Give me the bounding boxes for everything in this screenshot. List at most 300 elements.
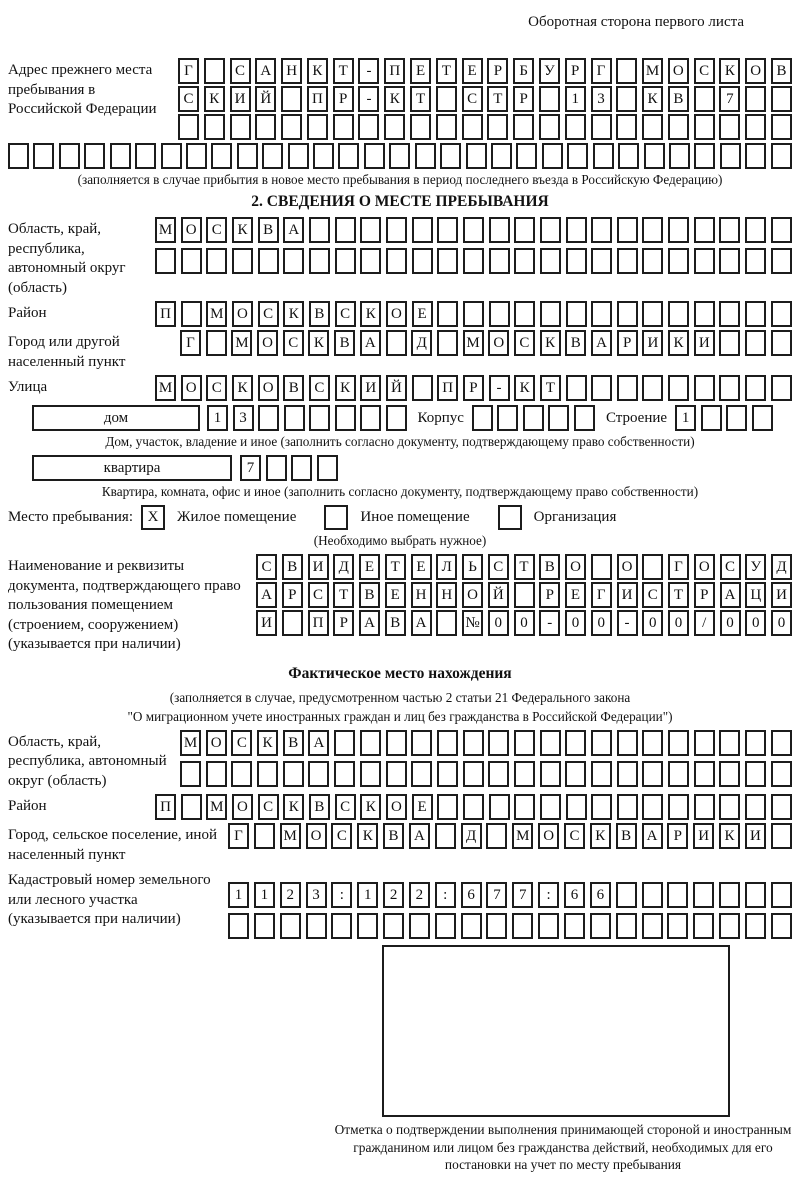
char-cell[interactable]: В: [668, 86, 689, 112]
char-cell[interactable]: [668, 794, 689, 820]
char-cell[interactable]: [281, 114, 302, 140]
char-cell[interactable]: [745, 761, 766, 787]
char-cell[interactable]: К: [360, 794, 381, 820]
char-cell[interactable]: А: [591, 330, 612, 356]
char-cell[interactable]: [257, 761, 278, 787]
char-cell[interactable]: Г: [228, 823, 249, 849]
char-cell[interactable]: [338, 143, 359, 169]
char-cell[interactable]: [538, 913, 559, 939]
char-cell[interactable]: [616, 86, 637, 112]
char-cell[interactable]: [745, 217, 766, 243]
char-cell[interactable]: [540, 794, 561, 820]
char-cell[interactable]: [266, 455, 287, 481]
char-cell[interactable]: П: [384, 58, 405, 84]
char-cell[interactable]: [617, 248, 638, 274]
char-cell[interactable]: [386, 217, 407, 243]
char-cell[interactable]: 3: [233, 405, 254, 431]
char-cell[interactable]: 1: [565, 86, 586, 112]
char-cell[interactable]: [745, 330, 766, 356]
char-cell[interactable]: Т: [333, 582, 354, 608]
char-cell[interactable]: [701, 405, 722, 431]
char-cell[interactable]: [334, 761, 355, 787]
char-cell[interactable]: [771, 761, 792, 787]
char-cell[interactable]: [719, 882, 740, 908]
char-cell[interactable]: [719, 217, 740, 243]
char-cell[interactable]: У: [745, 554, 766, 580]
char-cell[interactable]: А: [308, 730, 329, 756]
char-cell[interactable]: [237, 143, 258, 169]
char-cell[interactable]: [513, 114, 534, 140]
char-cell[interactable]: [616, 882, 637, 908]
char-cell[interactable]: [642, 375, 663, 401]
char-cell[interactable]: М: [180, 730, 201, 756]
char-cell[interactable]: Н: [436, 582, 457, 608]
char-cell[interactable]: М: [206, 301, 227, 327]
char-cell[interactable]: [719, 730, 740, 756]
char-cell[interactable]: [574, 405, 595, 431]
char-cell[interactable]: С: [258, 301, 279, 327]
char-cell[interactable]: [335, 248, 356, 274]
char-cell[interactable]: С: [178, 86, 199, 112]
char-cell[interactable]: С: [564, 823, 585, 849]
char-cell[interactable]: [566, 301, 587, 327]
char-cell[interactable]: Т: [487, 86, 508, 112]
char-cell[interactable]: [719, 913, 740, 939]
char-cell[interactable]: [487, 114, 508, 140]
char-cell[interactable]: -: [358, 58, 379, 84]
char-cell[interactable]: [178, 114, 199, 140]
char-cell[interactable]: [642, 554, 663, 580]
char-cell[interactable]: [288, 143, 309, 169]
char-cell[interactable]: [565, 730, 586, 756]
char-cell[interactable]: [694, 761, 715, 787]
char-cell[interactable]: 2: [409, 882, 430, 908]
char-cell[interactable]: [719, 761, 740, 787]
char-cell[interactable]: [771, 882, 792, 908]
char-cell[interactable]: [539, 114, 560, 140]
char-cell[interactable]: [514, 794, 535, 820]
char-cell[interactable]: [489, 301, 510, 327]
char-cell[interactable]: [642, 913, 663, 939]
char-cell[interactable]: [283, 761, 304, 787]
char-cell[interactable]: С: [231, 730, 252, 756]
char-cell[interactable]: [591, 301, 612, 327]
char-cell[interactable]: [667, 882, 688, 908]
stay-type-checkbox-other[interactable]: [324, 505, 348, 530]
char-cell[interactable]: И: [230, 86, 251, 112]
char-cell[interactable]: [204, 58, 225, 84]
char-cell[interactable]: [694, 86, 715, 112]
char-cell[interactable]: О: [257, 330, 278, 356]
char-cell[interactable]: [771, 823, 792, 849]
char-cell[interactable]: В: [334, 330, 355, 356]
char-cell[interactable]: :: [435, 882, 456, 908]
char-cell[interactable]: Е: [410, 58, 431, 84]
char-cell[interactable]: П: [307, 86, 328, 112]
char-cell[interactable]: [616, 58, 637, 84]
char-cell[interactable]: [617, 794, 638, 820]
char-cell[interactable]: [435, 823, 456, 849]
char-cell[interactable]: [644, 143, 665, 169]
char-cell[interactable]: О: [565, 554, 586, 580]
char-cell[interactable]: :: [331, 882, 352, 908]
char-cell[interactable]: [668, 730, 689, 756]
char-cell[interactable]: [437, 794, 458, 820]
char-cell[interactable]: [463, 730, 484, 756]
char-cell[interactable]: Г: [591, 58, 612, 84]
char-cell[interactable]: И: [745, 823, 766, 849]
char-cell[interactable]: [590, 913, 611, 939]
char-cell[interactable]: С: [335, 794, 356, 820]
char-cell[interactable]: [181, 794, 202, 820]
char-cell[interactable]: [280, 913, 301, 939]
char-cell[interactable]: [384, 114, 405, 140]
char-cell[interactable]: В: [565, 330, 586, 356]
char-cell[interactable]: Й: [255, 86, 276, 112]
char-cell[interactable]: 1: [675, 405, 696, 431]
char-cell[interactable]: [358, 114, 379, 140]
char-cell[interactable]: О: [462, 582, 483, 608]
char-cell[interactable]: [282, 610, 303, 636]
char-cell[interactable]: О: [488, 330, 509, 356]
char-cell[interactable]: О: [617, 554, 638, 580]
char-cell[interactable]: [752, 405, 773, 431]
char-cell[interactable]: [231, 761, 252, 787]
char-cell[interactable]: [565, 761, 586, 787]
char-cell[interactable]: [591, 217, 612, 243]
char-cell[interactable]: [486, 823, 507, 849]
char-cell[interactable]: [489, 217, 510, 243]
char-cell[interactable]: М: [512, 823, 533, 849]
char-cell[interactable]: 3: [306, 882, 327, 908]
char-cell[interactable]: [335, 405, 356, 431]
char-cell[interactable]: [281, 86, 302, 112]
char-cell[interactable]: [668, 761, 689, 787]
char-cell[interactable]: 0: [591, 610, 612, 636]
char-cell[interactable]: [437, 217, 458, 243]
char-cell[interactable]: А: [360, 330, 381, 356]
char-cell[interactable]: М: [155, 217, 176, 243]
char-cell[interactable]: -: [358, 86, 379, 112]
char-cell[interactable]: М: [231, 330, 252, 356]
char-cell[interactable]: [591, 794, 612, 820]
char-cell[interactable]: [566, 217, 587, 243]
char-cell[interactable]: [642, 761, 663, 787]
char-cell[interactable]: [719, 794, 740, 820]
char-cell[interactable]: [745, 913, 766, 939]
char-cell[interactable]: Д: [461, 823, 482, 849]
char-cell[interactable]: О: [306, 823, 327, 849]
char-cell[interactable]: 0: [745, 610, 766, 636]
char-cell[interactable]: [437, 761, 458, 787]
char-cell[interactable]: [254, 823, 275, 849]
char-cell[interactable]: [204, 114, 225, 140]
char-cell[interactable]: В: [359, 582, 380, 608]
char-cell[interactable]: К: [590, 823, 611, 849]
char-cell[interactable]: К: [514, 375, 535, 401]
char-cell[interactable]: Т: [436, 58, 457, 84]
char-cell[interactable]: [435, 913, 456, 939]
char-cell[interactable]: К: [232, 217, 253, 243]
char-cell[interactable]: [514, 582, 535, 608]
char-cell[interactable]: [694, 143, 715, 169]
char-cell[interactable]: [771, 375, 792, 401]
char-cell[interactable]: В: [283, 730, 304, 756]
char-cell[interactable]: [593, 143, 614, 169]
char-cell[interactable]: [542, 143, 563, 169]
char-cell[interactable]: [540, 761, 561, 787]
char-cell[interactable]: О: [668, 58, 689, 84]
char-cell[interactable]: Е: [359, 554, 380, 580]
char-cell[interactable]: Б: [513, 58, 534, 84]
char-cell[interactable]: [745, 143, 766, 169]
char-cell[interactable]: [591, 761, 612, 787]
char-cell[interactable]: [488, 730, 509, 756]
char-cell[interactable]: [228, 913, 249, 939]
char-cell[interactable]: [617, 761, 638, 787]
char-cell[interactable]: Р: [694, 582, 715, 608]
char-cell[interactable]: [135, 143, 156, 169]
char-cell[interactable]: О: [181, 217, 202, 243]
char-cell[interactable]: -: [539, 610, 560, 636]
char-cell[interactable]: Г: [591, 582, 612, 608]
char-cell[interactable]: С: [642, 582, 663, 608]
char-cell[interactable]: [565, 114, 586, 140]
char-cell[interactable]: [331, 913, 352, 939]
char-cell[interactable]: В: [309, 301, 330, 327]
char-cell[interactable]: [155, 248, 176, 274]
char-cell[interactable]: [693, 882, 714, 908]
char-cell[interactable]: В: [309, 794, 330, 820]
char-cell[interactable]: [360, 217, 381, 243]
char-cell[interactable]: М: [155, 375, 176, 401]
char-cell[interactable]: [567, 143, 588, 169]
char-cell[interactable]: [461, 913, 482, 939]
char-cell[interactable]: [642, 217, 663, 243]
char-cell[interactable]: В: [282, 554, 303, 580]
char-cell[interactable]: Л: [436, 554, 457, 580]
char-cell[interactable]: О: [232, 301, 253, 327]
char-cell[interactable]: 1: [228, 882, 249, 908]
char-cell[interactable]: Т: [385, 554, 406, 580]
char-cell[interactable]: И: [360, 375, 381, 401]
char-cell[interactable]: [497, 405, 518, 431]
char-cell[interactable]: [472, 405, 493, 431]
char-cell[interactable]: [617, 730, 638, 756]
char-cell[interactable]: [463, 794, 484, 820]
char-cell[interactable]: [591, 730, 612, 756]
char-cell[interactable]: [694, 794, 715, 820]
char-cell[interactable]: [540, 248, 561, 274]
char-cell[interactable]: Е: [412, 301, 433, 327]
char-cell[interactable]: №: [462, 610, 483, 636]
char-cell[interactable]: [668, 301, 689, 327]
house-type-box[interactable]: дом: [32, 405, 200, 431]
char-cell[interactable]: 1: [357, 882, 378, 908]
char-cell[interactable]: К: [719, 58, 740, 84]
char-cell[interactable]: 0: [514, 610, 535, 636]
char-cell[interactable]: К: [719, 823, 740, 849]
char-cell[interactable]: [386, 248, 407, 274]
char-cell[interactable]: [745, 114, 766, 140]
char-cell[interactable]: [59, 143, 80, 169]
char-cell[interactable]: Р: [487, 58, 508, 84]
char-cell[interactable]: [618, 143, 639, 169]
char-cell[interactable]: [360, 405, 381, 431]
char-cell[interactable]: [306, 913, 327, 939]
char-cell[interactable]: К: [308, 330, 329, 356]
char-cell[interactable]: [206, 761, 227, 787]
char-cell[interactable]: 7: [240, 455, 261, 481]
char-cell[interactable]: [230, 114, 251, 140]
char-cell[interactable]: [255, 114, 276, 140]
char-cell[interactable]: В: [283, 375, 304, 401]
char-cell[interactable]: [489, 248, 510, 274]
char-cell[interactable]: [693, 913, 714, 939]
char-cell[interactable]: [181, 301, 202, 327]
char-cell[interactable]: [84, 143, 105, 169]
char-cell[interactable]: [771, 301, 792, 327]
char-cell[interactable]: П: [155, 794, 176, 820]
char-cell[interactable]: Г: [668, 554, 689, 580]
char-cell[interactable]: С: [462, 86, 483, 112]
char-cell[interactable]: 0: [488, 610, 509, 636]
char-cell[interactable]: [745, 301, 766, 327]
char-cell[interactable]: [745, 730, 766, 756]
char-cell[interactable]: В: [616, 823, 637, 849]
char-cell[interactable]: О: [386, 301, 407, 327]
char-cell[interactable]: [411, 761, 432, 787]
char-cell[interactable]: [771, 143, 792, 169]
char-cell[interactable]: Т: [514, 554, 535, 580]
char-cell[interactable]: Н: [411, 582, 432, 608]
char-cell[interactable]: [333, 114, 354, 140]
char-cell[interactable]: [415, 143, 436, 169]
char-cell[interactable]: [771, 114, 792, 140]
char-cell[interactable]: Ц: [745, 582, 766, 608]
char-cell[interactable]: К: [357, 823, 378, 849]
char-cell[interactable]: [181, 248, 202, 274]
char-cell[interactable]: К: [642, 86, 663, 112]
char-cell[interactable]: [514, 217, 535, 243]
char-cell[interactable]: [668, 114, 689, 140]
char-cell[interactable]: [514, 301, 535, 327]
char-cell[interactable]: 0: [565, 610, 586, 636]
char-cell[interactable]: 1: [207, 405, 228, 431]
char-cell[interactable]: Р: [463, 375, 484, 401]
char-cell[interactable]: О: [181, 375, 202, 401]
char-cell[interactable]: [516, 143, 537, 169]
char-cell[interactable]: С: [488, 554, 509, 580]
char-cell[interactable]: П: [308, 610, 329, 636]
char-cell[interactable]: [463, 301, 484, 327]
char-cell[interactable]: [410, 114, 431, 140]
char-cell[interactable]: А: [642, 823, 663, 849]
char-cell[interactable]: А: [255, 58, 276, 84]
char-cell[interactable]: [411, 730, 432, 756]
char-cell[interactable]: А: [409, 823, 430, 849]
char-cell[interactable]: [254, 913, 275, 939]
char-cell[interactable]: [437, 330, 458, 356]
char-cell[interactable]: [309, 405, 330, 431]
char-cell[interactable]: К: [335, 375, 356, 401]
char-cell[interactable]: [489, 794, 510, 820]
char-cell[interactable]: [540, 730, 561, 756]
char-cell[interactable]: [386, 730, 407, 756]
char-cell[interactable]: [694, 114, 715, 140]
char-cell[interactable]: С: [283, 330, 304, 356]
char-cell[interactable]: П: [437, 375, 458, 401]
char-cell[interactable]: И: [256, 610, 277, 636]
char-cell[interactable]: 0: [668, 610, 689, 636]
char-cell[interactable]: [409, 913, 430, 939]
char-cell[interactable]: [719, 375, 740, 401]
char-cell[interactable]: Р: [513, 86, 534, 112]
char-cell[interactable]: 6: [564, 882, 585, 908]
char-cell[interactable]: [548, 405, 569, 431]
char-cell[interactable]: Р: [333, 610, 354, 636]
char-cell[interactable]: [412, 217, 433, 243]
char-cell[interactable]: [360, 248, 381, 274]
char-cell[interactable]: Ь: [462, 554, 483, 580]
char-cell[interactable]: [642, 248, 663, 274]
char-cell[interactable]: 6: [590, 882, 611, 908]
char-cell[interactable]: [566, 794, 587, 820]
char-cell[interactable]: М: [642, 58, 663, 84]
char-cell[interactable]: [186, 143, 207, 169]
char-cell[interactable]: О: [386, 794, 407, 820]
char-cell[interactable]: [771, 248, 792, 274]
char-cell[interactable]: О: [745, 58, 766, 84]
char-cell[interactable]: -: [617, 610, 638, 636]
char-cell[interactable]: К: [283, 301, 304, 327]
char-cell[interactable]: [514, 761, 535, 787]
char-cell[interactable]: [566, 375, 587, 401]
char-cell[interactable]: [307, 114, 328, 140]
char-cell[interactable]: К: [257, 730, 278, 756]
char-cell[interactable]: Т: [668, 582, 689, 608]
char-cell[interactable]: [335, 217, 356, 243]
char-cell[interactable]: Е: [462, 58, 483, 84]
char-cell[interactable]: 3: [591, 86, 612, 112]
char-cell[interactable]: К: [307, 58, 328, 84]
char-cell[interactable]: Р: [282, 582, 303, 608]
char-cell[interactable]: В: [771, 58, 792, 84]
char-cell[interactable]: [313, 143, 334, 169]
char-cell[interactable]: 7: [719, 86, 740, 112]
char-cell[interactable]: О: [538, 823, 559, 849]
char-cell[interactable]: И: [693, 823, 714, 849]
char-cell[interactable]: [771, 794, 792, 820]
char-cell[interactable]: [486, 913, 507, 939]
char-cell[interactable]: [719, 301, 740, 327]
char-cell[interactable]: [284, 405, 305, 431]
char-cell[interactable]: [668, 217, 689, 243]
char-cell[interactable]: [642, 794, 663, 820]
char-cell[interactable]: [180, 761, 201, 787]
char-cell[interactable]: М: [463, 330, 484, 356]
char-cell[interactable]: У: [539, 58, 560, 84]
char-cell[interactable]: К: [360, 301, 381, 327]
char-cell[interactable]: [540, 217, 561, 243]
char-cell[interactable]: [412, 248, 433, 274]
char-cell[interactable]: [386, 761, 407, 787]
char-cell[interactable]: [258, 405, 279, 431]
char-cell[interactable]: О: [258, 375, 279, 401]
char-cell[interactable]: [694, 730, 715, 756]
char-cell[interactable]: [386, 330, 407, 356]
char-cell[interactable]: И: [694, 330, 715, 356]
